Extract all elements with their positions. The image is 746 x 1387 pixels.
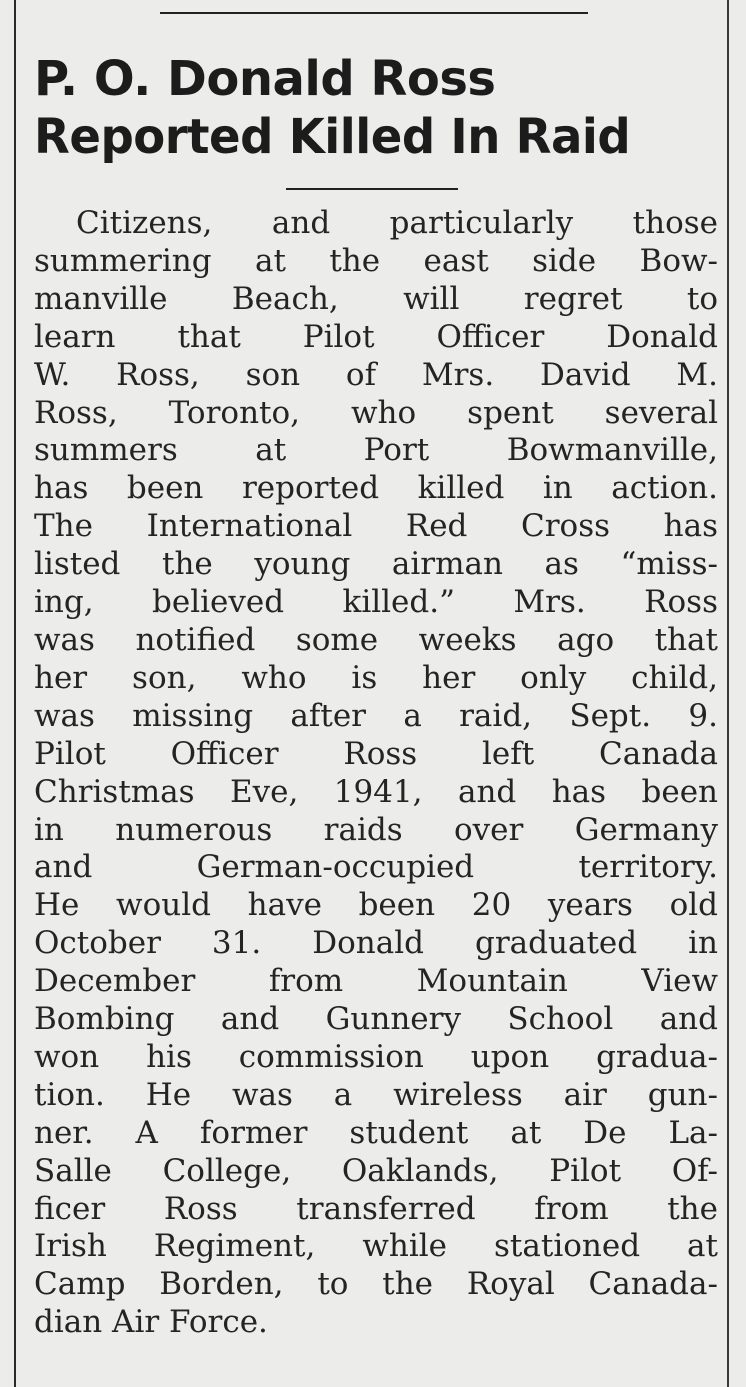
body-line: summers at Port Bowmanville, [34, 432, 718, 469]
body-line: was notified some weeks ago that [34, 621, 718, 658]
body-line: Bombing and Gunnery School and [34, 1001, 718, 1038]
body-line: and German-occupied territory. [34, 849, 718, 886]
column-rule-left [14, 0, 16, 1387]
top-divider-rule [160, 12, 588, 14]
body-line: ing, believed killed.” Mrs. Ross [34, 584, 718, 621]
body-line: October 31. Donald graduated in [34, 925, 718, 962]
body-line: Ross, Toronto, who spent several [34, 394, 718, 431]
body-line: her son, who is her only child, [34, 659, 718, 696]
article-body [34, 205, 718, 1342]
body-line: listed the young airman as “miss- [34, 546, 718, 583]
headline [34, 50, 724, 166]
body-line: Pilot Officer Ross left Canada [34, 735, 718, 772]
body-line: He would have been 20 years old [34, 887, 718, 924]
body-line: tion. He was a wireless air gun- [34, 1076, 718, 1113]
headline-line-1: P. O. Donald Ross [34, 51, 496, 107]
body-line: ner. A former student at De La- [34, 1114, 718, 1151]
body-line: in numerous raids over Germany [34, 811, 718, 848]
body-line: won his commission upon gradua- [34, 1038, 718, 1075]
body-line: Camp Borden, to the Royal Canada- [34, 1266, 718, 1303]
body-line: has been reported killed in action. [34, 470, 718, 507]
body-line: Citizens, and particularly those [76, 205, 718, 241]
column-rule-right [727, 0, 729, 1387]
headline-divider-rule [286, 188, 458, 190]
body-line: ficer Ross transferred from the [34, 1190, 718, 1227]
body-line: Christmas Eve, 1941, and has been [34, 773, 718, 810]
body-line: learn that Pilot Officer Donald [34, 318, 718, 355]
body-line: Salle College, Oaklands, Pilot Of- [34, 1152, 718, 1189]
body-line: Irish Regiment, while stationed at [34, 1228, 718, 1265]
body-line: The International Red Cross has [34, 508, 718, 545]
headline-line-2: Reported Killed In Raid [34, 109, 631, 165]
body-line: W. Ross, son of Mrs. David M. [34, 356, 718, 393]
body-line: December from Mountain View [34, 963, 718, 1000]
body-line: summering at the east side Bow- [34, 242, 718, 279]
body-line: dian Air Force. [34, 1304, 268, 1341]
body-line: manville Beach, will regret to [34, 280, 718, 317]
body-line: was missing after a raid, Sept. 9. [34, 697, 718, 734]
